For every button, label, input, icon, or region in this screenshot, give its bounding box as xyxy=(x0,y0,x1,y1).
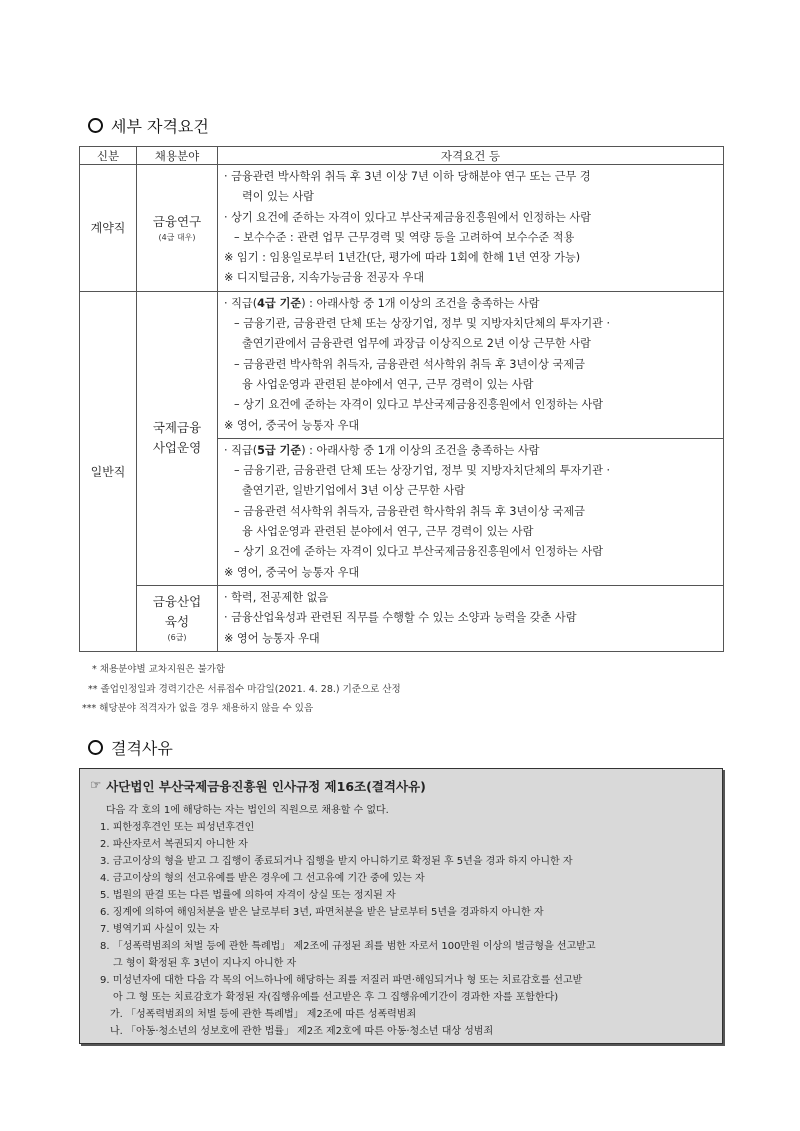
box-item: 아 그 형 또는 치료감호가 확정된 자(집행유예를 선고받은 후 그 집행유예기간이 경과한 자를 포함한다) xyxy=(113,992,559,1003)
disqualification-box xyxy=(79,768,723,1044)
req-line: 융 사업운영과 관련된 분야에서 연구, 근무 경력이 있는 사람 xyxy=(242,377,534,391)
req-line: · 상기 요건에 준하는 자격이 있다고 부산국제금융진흥원에서 인정하는 사람 xyxy=(224,210,592,224)
field-finance-research xyxy=(137,165,218,292)
box-intro: 다음 각 호의 1에 해당하는 자는 법인의 직원으로 채용할 수 없다. xyxy=(106,805,389,816)
box-item: 그 형이 확정된 후 3년이 지나지 아니한 자 xyxy=(113,958,297,969)
box-item: 6. 징계에 의하여 해임처분을 받은 날로부터 3년, 파면처분을 받은 날로부터 5년을 경과하지 아니한 자 xyxy=(100,907,544,918)
box-item: 7. 병역기피 사실이 있는 자 xyxy=(100,924,219,935)
circle-bullet-icon xyxy=(88,118,103,133)
box-item: 2. 파산자로서 복권되지 아니한 자 xyxy=(100,839,248,850)
field-grade-note: (4급 대우) xyxy=(158,232,196,242)
header-requirements: 자격요건 등 xyxy=(218,147,724,165)
grade5-label: · 직급(5급 기준) : 아래사항 중 1개 이상의 조건을 충족하는 사람 xyxy=(224,443,540,457)
req-line: ※ 영어, 중국어 능통자 우대 xyxy=(224,418,360,432)
footnote: *** 해당분야 적격자가 없을 경우 채용하지 않을 수 있음 xyxy=(82,703,314,714)
section-title-text: 세부 자격요건 xyxy=(111,117,209,136)
requirements-grade5 xyxy=(218,438,724,585)
req-line: ※ 임기 : 임용일로부터 1년간(단, 평가에 따라 1회에 한해 1년 연장 가능) xyxy=(224,251,581,265)
req-line: ※ 영어 능통자 우대 xyxy=(224,631,320,645)
box-item: 8. 「성폭력범죄의 처벌 등에 관한 특례법」 제2조에 규정된 죄를 범한 자로서 100만원 이상의 벌금형을 선고받고 xyxy=(100,941,596,952)
req-line: – 상기 요건에 준하는 자격이 있다고 부산국제금융진흥원에서 인정하는 사람 xyxy=(234,545,604,559)
box-item: 9. 미성년자에 대한 다음 각 목의 어느하나에 해당하는 죄를 저질러 파면·해임되거나 형 또는 치료감호를 선고받 xyxy=(100,975,583,986)
table-row-general-grade4 xyxy=(80,291,724,438)
field-grade-note: (6급) xyxy=(167,633,187,643)
req-line: · 학력, 전공제한 없음 xyxy=(224,590,329,604)
req-line: 력이 있는 사람 xyxy=(242,190,314,204)
req-line: ※ 영어, 중국어 능통자 우대 xyxy=(224,565,360,579)
table-row-contract xyxy=(80,165,724,292)
field-name: 국제금융 사업운영 xyxy=(152,420,202,456)
box-item: 4. 금고이상의 형의 선고유예를 받은 경우에 그 선고유예 기간 중에 있는 자 xyxy=(100,873,425,884)
section-title-disqualification xyxy=(88,736,173,759)
field-finance-industry xyxy=(137,585,218,651)
req-line: ※ 디지털금융, 지속가능금융 전공자 우대 xyxy=(224,271,425,285)
table-header-row xyxy=(80,147,724,165)
field-name: 금융산업 육성 xyxy=(152,594,202,630)
req-line: 융 사업운영과 관련된 분야에서 연구, 근무 경력이 있는 사람 xyxy=(242,525,534,539)
footnote: * 채용분야별 교차지원은 불가함 xyxy=(92,664,226,675)
req-line: – 보수수준 : 관련 업무 근무경력 및 역량 등을 고려하여 보수수준 적용 xyxy=(234,230,575,244)
box-item: 나. 「아동·청소년의 성보호에 관한 법률」 제2조 제2호에 따른 아동·청소년 대상 성범죄 xyxy=(110,1026,494,1037)
req-line: – 금융관련 석사학위 취득자, 금융관련 학사학위 취득 후 3년이상 국제금 xyxy=(234,504,585,518)
table-row-general-industry xyxy=(80,585,724,651)
section-title-requirements xyxy=(88,114,209,137)
section-title-text: 결격사유 xyxy=(111,739,173,758)
req-line: – 금융관련 박사학위 취득자, 금융관련 석사학위 취득 후 3년이상 국제금 xyxy=(234,357,585,371)
circle-bullet-icon xyxy=(88,740,103,755)
category-contract: 계약직 xyxy=(80,165,137,292)
req-line: · 금융관련 박사학위 취득 후 3년 이상 7년 이하 당해분야 연구 또는 근무 경 xyxy=(224,170,591,183)
box-item: 가. 「성폭력범죄의 처벌 등에 관한 특례법」 제2조에 따른 성폭력범죄 xyxy=(110,1009,417,1020)
header-status: 신분 xyxy=(80,147,137,165)
pointing-hand-icon: ☞ xyxy=(90,777,102,792)
box-title xyxy=(90,777,426,795)
requirements-contract xyxy=(218,165,724,292)
requirements-grade4 xyxy=(218,291,724,438)
box-item: 5. 법원의 판결 또는 다른 법률에 의하여 자격이 상실 또는 정지된 자 xyxy=(100,890,396,901)
box-item: 3. 금고이상의 형을 받고 그 집행이 종료되거나 집행을 받지 아니하기로 확정된 후 5년을 경과 하지 아니한 자 xyxy=(100,856,573,867)
requirements-industry xyxy=(218,585,724,651)
field-name: 금융연구 xyxy=(152,213,202,229)
box-title-text: 사단법인 부산국제금융진흥원 인사규정 제16조(결격사유) xyxy=(106,779,426,794)
req-line: – 금융기관, 금융관련 단체 또는 상장기업, 정부 및 지방자치단체의 투자기관 · xyxy=(234,464,611,478)
grade4-label: · 직급(4급 기준) : 아래사항 중 1개 이상의 조건을 충족하는 사람 xyxy=(224,296,540,310)
header-field: 채용분야 xyxy=(137,147,218,165)
req-line: · 금융산업육성과 관련된 직무를 수행할 수 있는 소양과 능력을 갖춘 사람 xyxy=(224,611,577,625)
footnote: ** 졸업인정일과 경력기간은 서류접수 마감일(2021. 4. 28.) 기준으로 산정 xyxy=(88,684,401,695)
category-general: 일반직 xyxy=(80,291,137,651)
req-line: – 상기 요건에 준하는 자격이 있다고 부산국제금융진흥원에서 인정하는 사람 xyxy=(234,398,604,412)
requirements-table xyxy=(79,146,724,652)
req-line: 출연기관에서 금융관련 업무에 과장급 이상직으로 2년 이상 근무한 사람 xyxy=(242,337,591,351)
req-line: 출연기관, 일반기업에서 3년 이상 근무한 사람 xyxy=(242,484,465,498)
box-item: 1. 피한정후견인 또는 피성년후견인 xyxy=(100,822,255,833)
field-intl-finance xyxy=(137,291,218,585)
req-line: – 금융기관, 금융관련 단체 또는 상장기업, 정부 및 지방자치단체의 투자기관 · xyxy=(234,317,611,331)
